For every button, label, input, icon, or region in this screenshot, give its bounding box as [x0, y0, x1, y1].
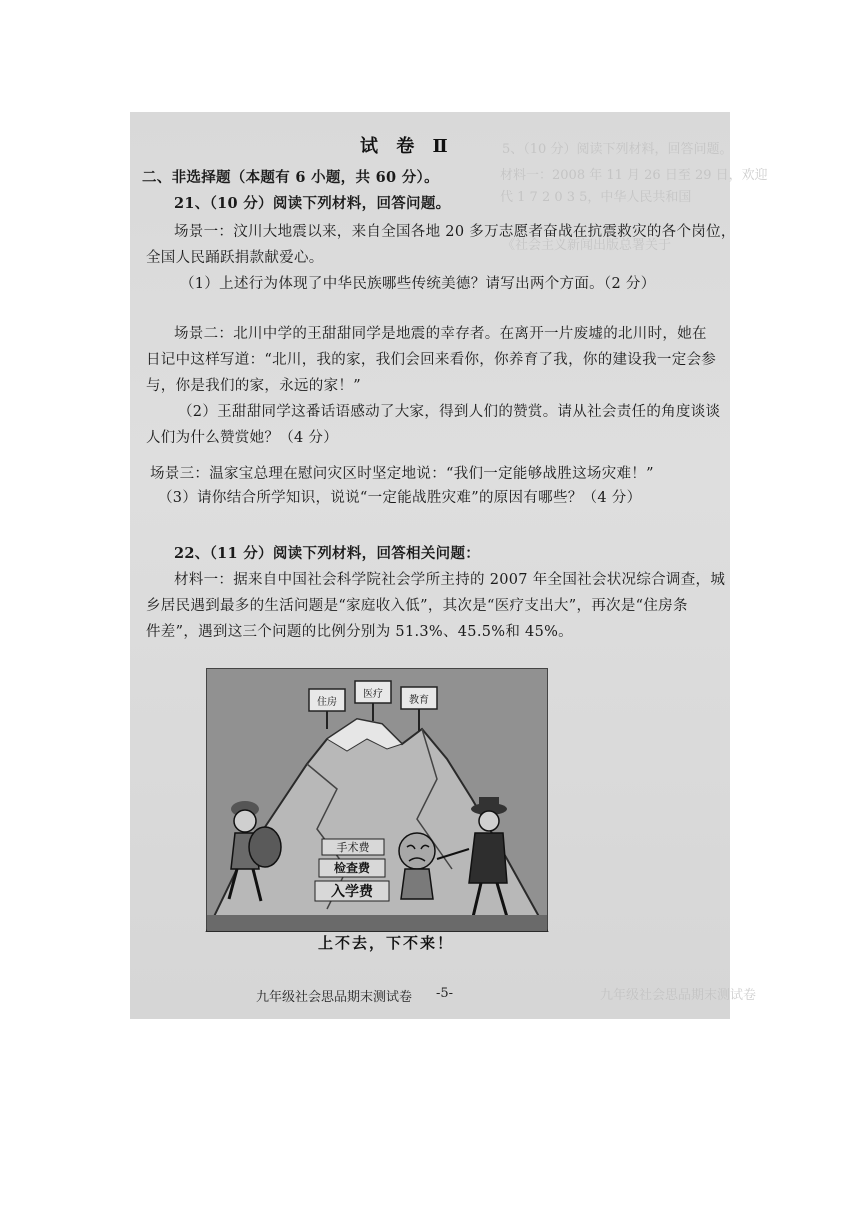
sign-label: 医疗	[363, 689, 383, 700]
scene-3-text: 场景三：温家宝总理在慰问灾区时坚定地说：“我们一定能够战胜这场灾难！”	[150, 466, 654, 482]
step-label: 检查费	[333, 861, 371, 875]
scene-1-text: 全国人民踊跃捐款献爱心。	[146, 250, 324, 266]
cartoon-caption: 上不去，下不来！	[318, 934, 455, 952]
scene-2-text: 与，你是我们的家，永远的家！”	[146, 378, 361, 394]
scene-2-text: 场景二：北川中学的王甜甜同学是地震的幸存者。在离开一片废墟的北川时，她在	[174, 326, 707, 342]
page-title: 试 卷 Ⅱ	[360, 136, 454, 157]
sign-label: 教育	[409, 695, 429, 706]
bleed-through-text: 九年级社会思品期末测试卷	[600, 988, 757, 1003]
bleed-through-text: 《社会主义新闻出版总署关于	[502, 238, 672, 253]
cartoon-drawing	[207, 669, 547, 931]
slope-steps	[315, 839, 389, 901]
question-21-1: （1）上述行为体现了中华民族哪些传统美德？请写出两个方面。（2 分）	[180, 276, 656, 292]
bleed-through-text: 5、（10 分）阅读下列材料，回答问题。	[502, 142, 733, 157]
step-label: 入学费	[331, 884, 373, 900]
sign-label: 住房	[317, 697, 337, 708]
step-label: 手术费	[336, 841, 370, 854]
material-1-text: 乡居民遇到最多的生活问题是“家庭收入低”，其次是“医疗支出大”，再次是“住房条	[146, 598, 688, 614]
section-heading: 二、非选择题（本题有 6 小题，共 60 分）。	[142, 169, 439, 186]
material-1-text: 材料一：据来自中国社会科学院社会学所主持的 2007 年全国社会状况综合调查，城	[174, 572, 726, 588]
bleed-through-text: 材料一：2008 年 11 月 26 日至 29 日，欢迎	[500, 168, 768, 183]
question-21-3: （3）请你结合所学知识，说说“一定能战胜灾难”的原因有哪些？（4 分）	[158, 490, 642, 506]
page-number: -5-	[436, 986, 454, 1001]
exam-name-footer: 九年级社会思品期末测试卷	[256, 990, 413, 1005]
question-21-header: 21、（10 分）阅读下列材料，回答问题。	[174, 195, 451, 212]
scene-1-text: 场景一：汶川大地震以来，来自全国各地 20 多万志愿者奋战在抗震救灾的各个岗位，	[174, 224, 736, 240]
bleed-through-text: 代 1 7 2 0 3 5，中华人民共和国	[500, 190, 692, 205]
question-21-2: 人们为什么赞赏她？（4 分）	[146, 430, 339, 446]
scanned-exam-page	[130, 112, 768, 1019]
cartoon-illustration	[206, 668, 548, 932]
material-1-text: 件差”，遇到这三个问题的比例分别为 51.3%、45.5%和 45%。	[146, 624, 573, 640]
question-22-header: 22、（11 分）阅读下列材料，回答相关问题：	[174, 545, 481, 562]
scene-2-text: 日记中这样写道：“北川，我的家，我们会回来看你，你养育了我，你的建设我一定会参	[146, 352, 717, 368]
question-21-2: （2）王甜甜同学这番话语感动了大家，得到人们的赞赏。请从社会责任的角度谈谈	[178, 404, 721, 420]
